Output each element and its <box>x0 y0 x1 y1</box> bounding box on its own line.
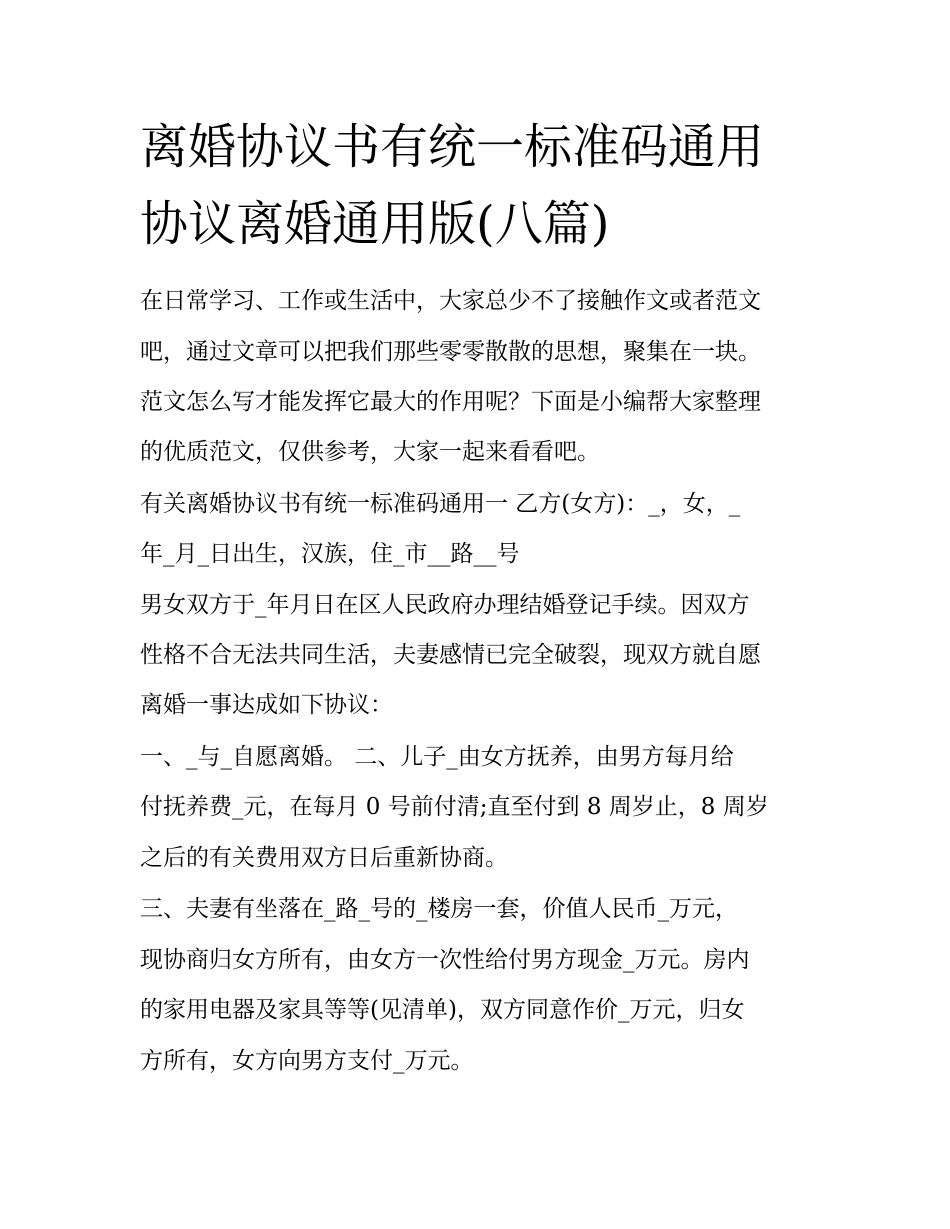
body-line: 现协商归女方所有，由女方一次性给付男方现金_万元。房内 <box>140 947 750 973</box>
body-line: 的优质范文，仅供参考，大家一起来看看吧。 <box>140 439 600 465</box>
body-line: 的家用电器及家具等等(见清单)，双方同意作价_万元，归女 <box>140 997 745 1023</box>
body-line: 范文怎么写才能发挥它最大的作用呢？下面是小编帮大家整理 <box>140 389 761 415</box>
body-line: 一、_与_自愿离婚。 二、儿子_由女方抚养，由男方每月给 <box>140 744 734 770</box>
body-line: 有关离婚协议书有统一标准码通用一 乙方(女方)：_，女，_ <box>140 491 741 517</box>
body-line: 年_月_日出生，汉族，住_市__路__号 <box>140 541 520 567</box>
document-title-line-2: 协议离婚通用版(八篇) <box>140 196 610 252</box>
body-line: 男女双方于_年月日在区人民政府办理结婚登记手续。因双方 <box>140 592 750 618</box>
body-line: 性格不合无法共同生活，夫妻感情已完全破裂，现双方就自愿 <box>140 642 761 668</box>
document-title-line-1: 离婚协议书有统一标准码通用 <box>140 119 765 175</box>
body-line: 之后的有关费用双方日后重新协商。 <box>140 845 508 871</box>
body-line: 方所有，女方向男方支付_万元。 <box>140 1048 474 1074</box>
body-line: 在日常学习、工作或生活中，大家总少不了接触作文或者范文 <box>140 288 761 314</box>
body-line: 付抚养费_元，在每月 0 号前付清;直至付到 8 周岁止，8 周岁 <box>140 794 769 820</box>
body-line: 三、夫妻有坐落在_路_号的_楼房一套，价值人民币_万元， <box>140 896 738 922</box>
body-line: 吧，通过文章可以把我们那些零零散散的思想，聚集在一块。 <box>140 339 761 365</box>
body-line: 离婚一事达成如下协议： <box>140 692 393 718</box>
